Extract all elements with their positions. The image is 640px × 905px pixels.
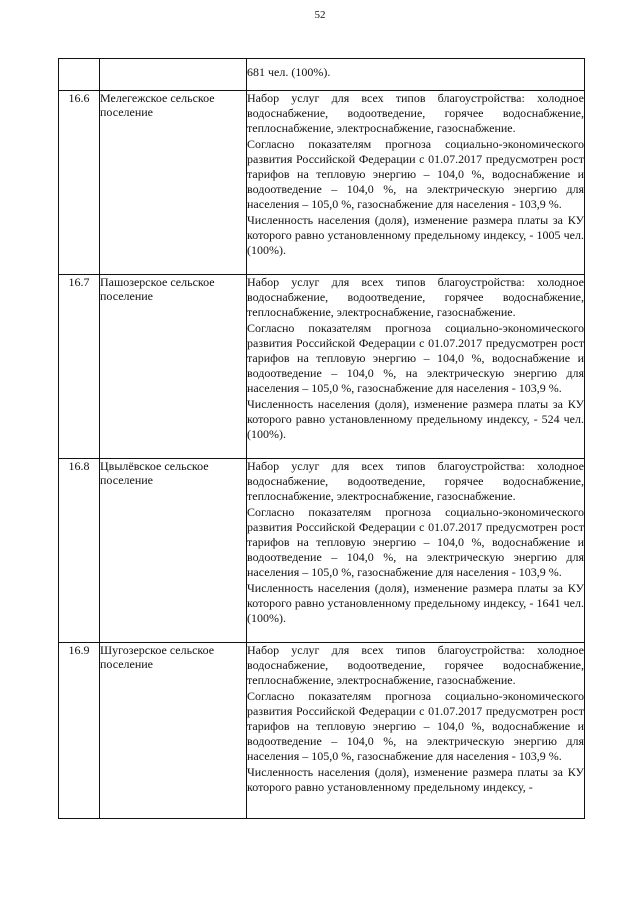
services-text: Набор услуг для всех типов благоустройства: холодное водоснабжение, водоотведение, горячее водоснабжение, теплоснабжение, электроснабжение, газоснабжение. xyxy=(247,643,584,688)
population-text: Численность населения (доля), изменение размера платы за КУ которого равно установленному предельному индексу, - xyxy=(247,764,584,794)
cell-description xyxy=(247,59,585,91)
population-text: Численность населения (доля), изменение размера платы за КУ которого равно установленному предельному индексу, - 524 чел. (100%). xyxy=(247,396,584,442)
settlement-name: Пашозерское сельское поселение xyxy=(100,275,247,459)
settlement-name: Цвылёвское сельское поселение xyxy=(100,459,247,643)
settlement-name: Шугозерское сельское поселение xyxy=(100,643,247,819)
row-number: 16.6 xyxy=(59,91,100,275)
row-description xyxy=(247,643,585,819)
row-description xyxy=(247,275,585,459)
forecast-text: Согласно показателям прогноза социально-экономического развития Российской Федерации с 01.07.2017 предусмотрен рост тарифов на тепловую энергию – 104,0 %, водоснабжение и водоотведение – 104,0 %, на электрическую энергию для населения – 105,0 %, газоснабжение для населения - 103,9 %. xyxy=(247,320,584,396)
row-number: 16.8 xyxy=(59,459,100,643)
table-row-continuation xyxy=(59,59,585,91)
table-row xyxy=(59,459,585,643)
forecast-text: Согласно показателям прогноза социально-экономического развития Российской Федерации с 01.07.2017 предусмотрен рост тарифов на тепловую энергию – 104,0 %, водоснабжение и водоотведение – 104,0 %, на электрическую энергию для населения – 105,0 %, газоснабжение для населения - 103,9 %. xyxy=(247,504,584,580)
row-number: 16.9 xyxy=(59,643,100,819)
page-number: 52 xyxy=(314,9,326,21)
table-row xyxy=(59,643,585,819)
settlement-name: Мелегежское сельское поселение xyxy=(100,91,247,275)
forecast-text: Согласно показателям прогноза социально-экономического развития Российской Федерации с 01.07.2017 предусмотрен рост тарифов на тепловую энергию – 104,0 %, водоснабжение и водоотведение – 104,0 %, на электрическую энергию для населения – 105,0 %, газоснабжение для населения - 103,9 %. xyxy=(247,136,584,212)
services-text: Набор услуг для всех типов благоустройства: холодное водоснабжение, водоотведение, горячее водоснабжение, теплоснабжение, электроснабжение, газоснабжение. xyxy=(247,275,584,320)
forecast-text: Согласно показателям прогноза социально-экономического развития Российской Федерации с 01.07.2017 предусмотрен рост тарифов на тепловую энергию – 104,0 %, водоснабжение и водоотведение – 104,0 %, на электрическую энергию для населения – 105,0 %, газоснабжение для населения - 103,9 %. xyxy=(247,688,584,764)
row-description xyxy=(247,91,585,275)
services-text: Набор услуг для всех типов благоустройства: холодное водоснабжение, водоотведение, горячее водоснабжение, теплоснабжение, электроснабжение, газоснабжение. xyxy=(247,91,584,136)
table-row xyxy=(59,91,585,275)
table-row xyxy=(59,275,585,459)
population-text: Численность населения (доля), изменение размера платы за КУ которого равно установленному предельному индексу, - 1641 чел. (100%). xyxy=(247,580,584,626)
row-description xyxy=(247,459,585,643)
cell-number xyxy=(59,59,100,91)
services-text: Набор услуг для всех типов благоустройства: холодное водоснабжение, водоотведение, горячее водоснабжение, теплоснабжение, электроснабжение, газоснабжение. xyxy=(247,459,584,504)
population-text: Численность населения (доля), изменение размера платы за КУ которого равно установленному предельному индексу, - 1005 чел. (100%). xyxy=(247,212,584,258)
continuation-text: 681 чел. (100%). xyxy=(247,65,331,79)
cell-name xyxy=(100,59,247,91)
row-number: 16.7 xyxy=(59,275,100,459)
tariff-table xyxy=(58,58,585,819)
